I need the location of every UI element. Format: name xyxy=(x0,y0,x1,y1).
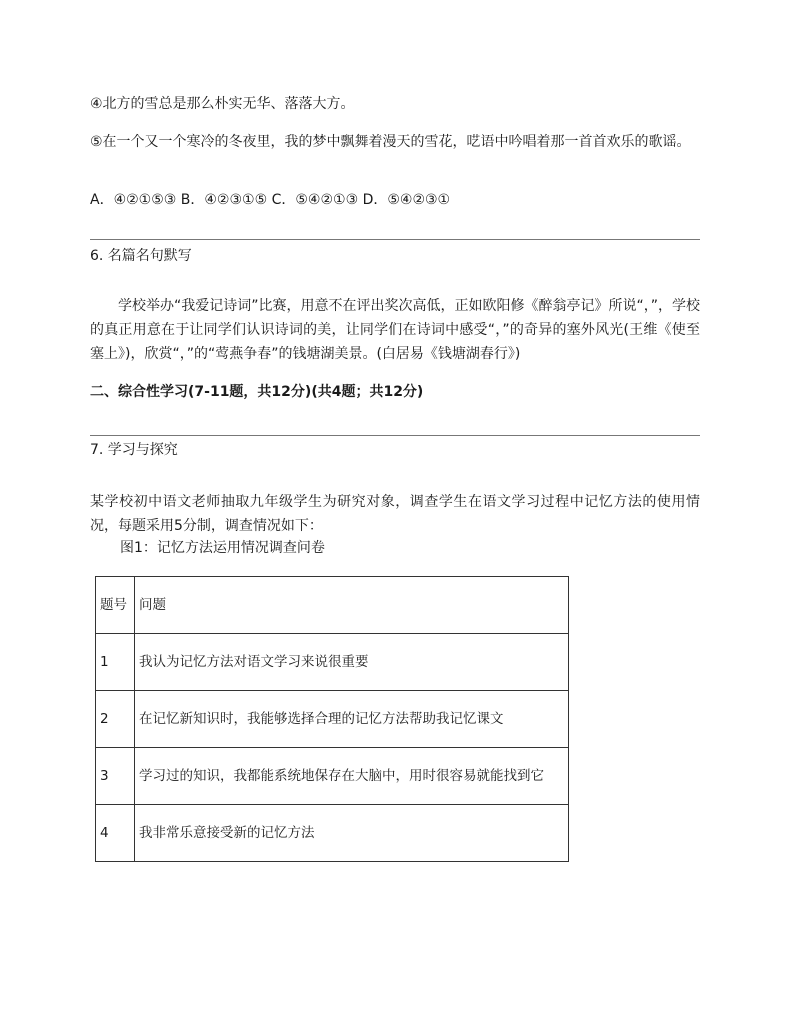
divider-line xyxy=(90,435,700,436)
question-7-body: 某学校初中语文老师抽取九年级学生为研究对象，调查学生在语文学习过程中记忆方法的使用情况，每题采用5分制，调查情况如下： xyxy=(90,494,700,534)
sentence-item-4: ④北方的雪总是那么朴实无华、落落大方。 xyxy=(90,96,355,112)
table-row xyxy=(96,805,569,862)
divider-line xyxy=(90,239,700,240)
sentence-item-5: ⑤在一个又一个寒冷的冬夜里，我的梦中飘舞着漫天的雪花，呓语中吟唱着那一首首欢乐的歌谣。 xyxy=(90,134,691,150)
table-cell-question: 学习过的知识，我都能系统地保存在大脑中，用时很容易就能找到它 xyxy=(135,748,569,805)
table-cell-question: 在记忆新知识时，我能够选择合理的记忆方法帮助我记忆课文 xyxy=(135,691,569,748)
table-cell-question: 我认为记忆方法对语文学习来说很重要 xyxy=(135,634,569,691)
section-2-heading: 二、综合性学习(7-11题，共12分)(共4题；共12分) xyxy=(90,384,424,400)
figure-caption: 图1：记忆方法运用情况调查问卷 xyxy=(120,540,325,556)
table-cell-question: 我非常乐意接受新的记忆方法 xyxy=(135,805,569,862)
question-6-title: 6. 名篇名句默写 xyxy=(90,248,192,264)
table-row xyxy=(96,634,569,691)
survey-table xyxy=(95,576,569,862)
table-header-cell: 题号 xyxy=(96,577,135,634)
answer-options: A．④②①⑤③ B．④②③①⑤ C．⑤④②①③ D．⑤④②③① xyxy=(90,192,451,208)
question-6-body: 学校举办“我爱记诗词”比赛，用意不在评出奖次高低，正如欧阳修《醉翁亭记》所说“，”，学校的真正用意在于让同学们认识诗词的美，让同学们在诗词中感受“，”的奇异的塞外风光(王维《使至塞上》)，欣赏“，”的“莺燕争春”的钱塘湖美景。(白居易《钱塘湖春行》) xyxy=(90,298,701,362)
table-cell-number: 3 xyxy=(96,748,135,805)
table-row xyxy=(96,691,569,748)
question-7-title: 7. 学习与探究 xyxy=(90,442,178,458)
table-header-row xyxy=(96,577,569,634)
table-row xyxy=(96,748,569,805)
table-cell-number: 2 xyxy=(96,691,135,748)
table-cell-number: 4 xyxy=(96,805,135,862)
table-cell-number: 1 xyxy=(96,634,135,691)
table-header-cell: 问题 xyxy=(135,577,569,634)
